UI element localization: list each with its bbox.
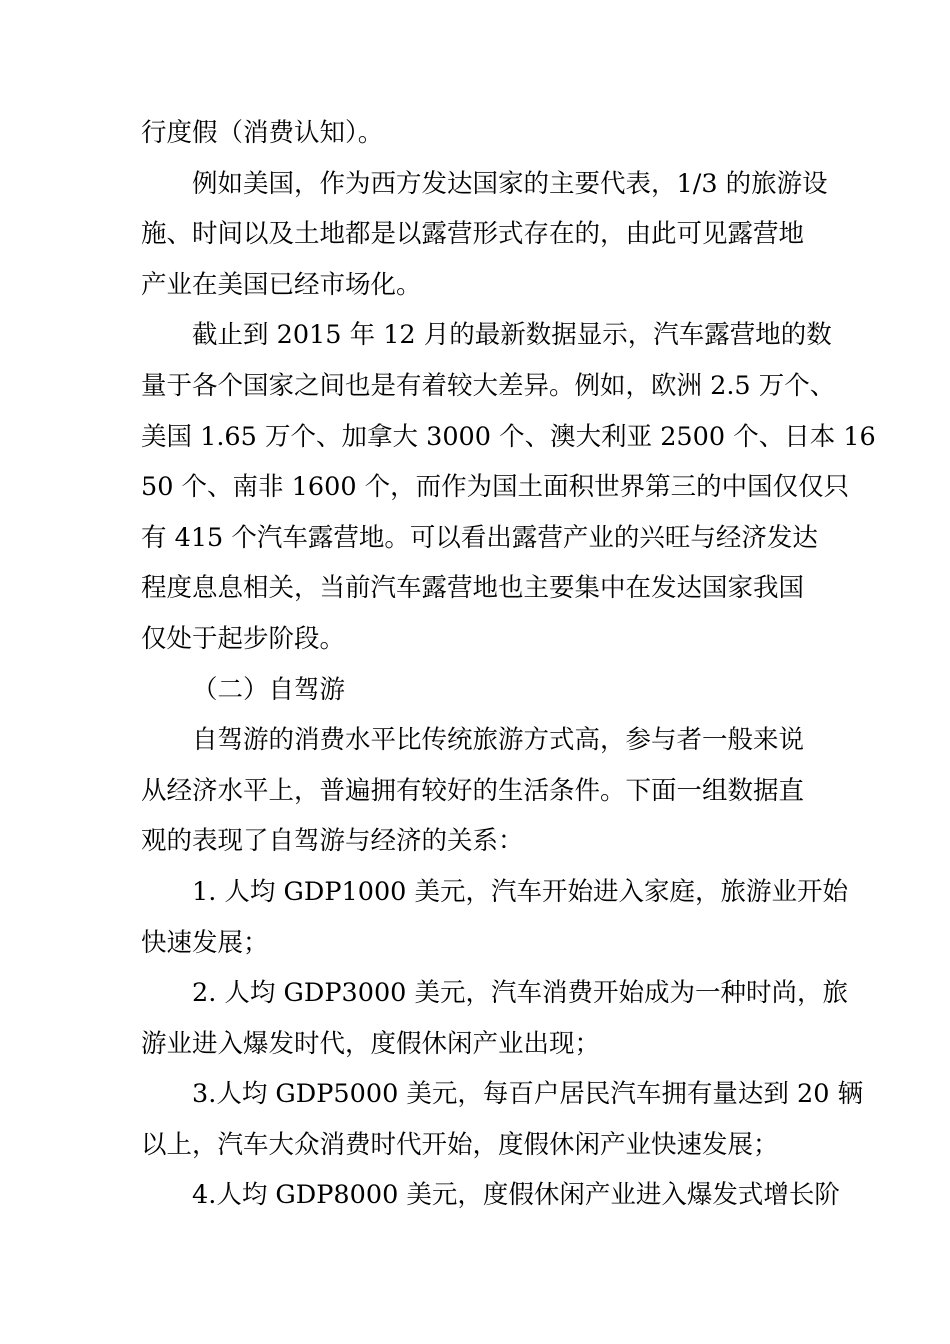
- list-item-gdp-8000: [141, 1170, 840, 1221]
- text-line: 美国 1.65 万个、加拿大 3000 个、澳大利亚 2500 个、日本 16: [141, 421, 876, 452]
- paragraph-consumer-cognition: [141, 108, 821, 159]
- text-line: 快速发展；: [141, 927, 269, 958]
- paragraph-campsite-statistics: [141, 310, 876, 664]
- section-heading-self-drive: [141, 665, 821, 716]
- text-line: 有 415 个汽车露营地。可以看出露营产业的兴旺与经济发达: [141, 522, 818, 553]
- text-line: 施、时间以及土地都是以露营形式存在的，由此可见露营地: [141, 219, 805, 250]
- text-line: 4.人均 GDP8000 美元，度假休闲产业进入爆发式增长阶: [192, 1180, 840, 1211]
- text-line: 例如美国，作为西方发达国家的主要代表，1/3 的旅游设: [192, 168, 828, 199]
- text-line: 50 个、南非 1600 个，而作为国土面积世界第三的中国仅仅只: [141, 472, 850, 503]
- paragraph-usa-example: [141, 159, 828, 311]
- text-line: 从经济水平上，普遍拥有较好的生活条件。下面一组数据直: [141, 775, 805, 806]
- list-item-gdp-3000: [141, 968, 849, 1069]
- list-item-gdp-5000: [141, 1069, 864, 1170]
- text-line: 以上，汽车大众消费时代开始，度假休闲产业快速发展；: [141, 1129, 779, 1160]
- text-line: 截止到 2015 年 12 月的最新数据显示，汽车露营地的数: [192, 320, 832, 351]
- text-line: 2. 人均 GDP3000 美元，汽车消费开始成为一种时尚，旅: [192, 978, 849, 1009]
- text-line: 程度息息相关，当前汽车露营地也主要集中在发达国家我国: [141, 573, 805, 604]
- text-line: 行度假（消费认知）。: [141, 118, 384, 148]
- text-line: 观的表现了自驾游与经济的关系：: [141, 826, 524, 857]
- text-line: 量于各个国家之间也是有着较大差异。例如，欧洲 2.5 万个、: [141, 370, 836, 401]
- text-line: 仅处于起步阶段。: [141, 623, 346, 654]
- text-line: 自驾游的消费水平比传统旅游方式高，参与者一般来说: [192, 725, 805, 756]
- text-line: 游业进入爆发时代，度假休闲产业出现；: [141, 1028, 601, 1059]
- text-line: 产业在美国已经市场化。: [141, 269, 422, 300]
- paragraph-self-drive-intro: [141, 715, 821, 867]
- section-heading-text: （二）自驾游: [192, 674, 346, 705]
- text-line: 1. 人均 GDP1000 美元，汽车开始进入家庭，旅游业开始: [192, 876, 849, 907]
- text-line: 3.人均 GDP5000 美元，每百户居民汽车拥有量达到 20 辆: [192, 1079, 864, 1110]
- list-item-gdp-1000: [141, 867, 849, 968]
- document-body: [141, 108, 876, 1221]
